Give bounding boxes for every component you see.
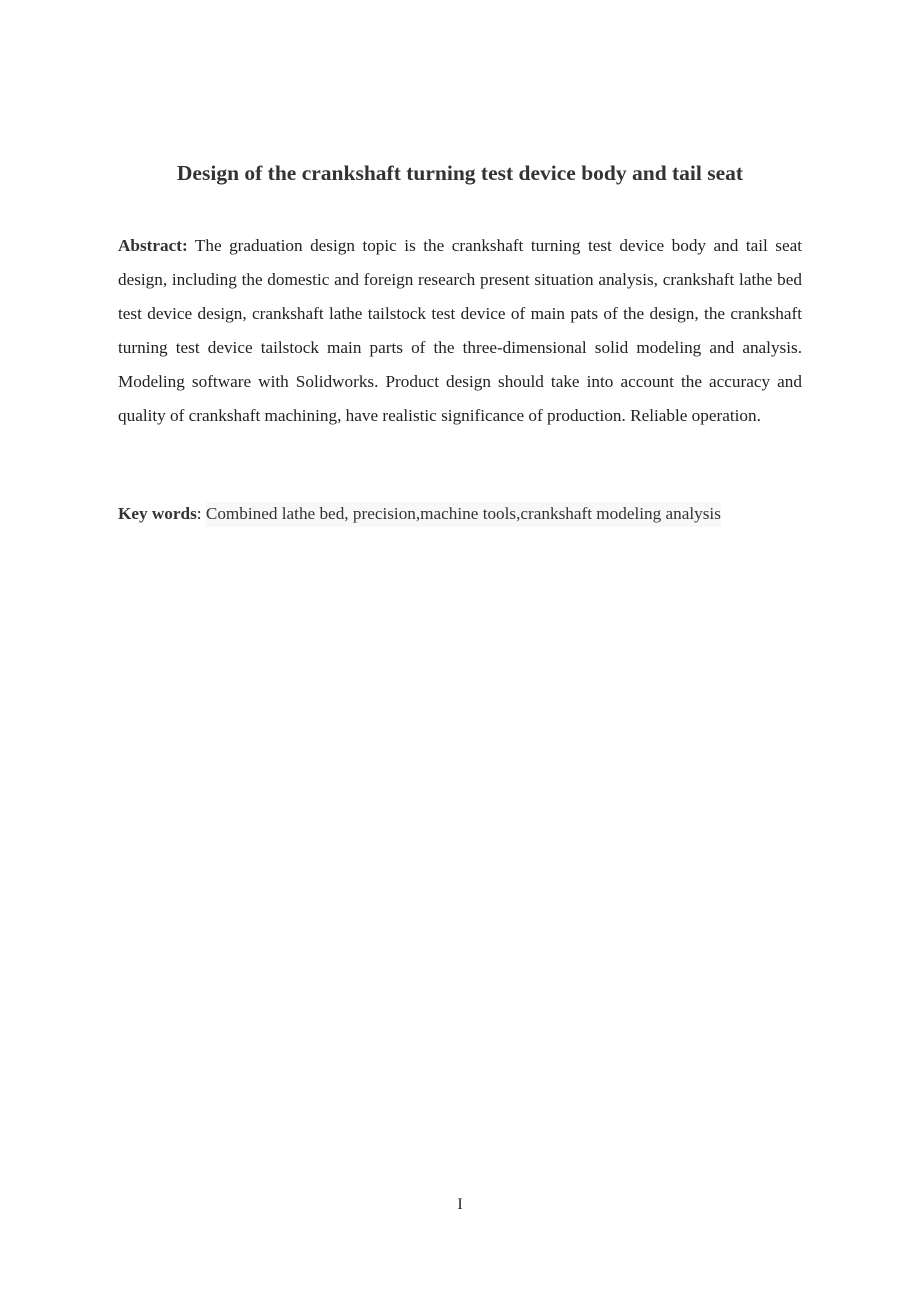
- keywords-line: [118, 497, 802, 531]
- abstract-label: Abstract:: [118, 236, 188, 255]
- keywords-separator: :: [196, 504, 202, 523]
- abstract-text: The graduation design topic is the crankshaft turning test device body and tail seat design, including the domestic and foreign research present situation analysis, crankshaft lathe bed test device design, crankshaft lathe tailstock test device of main pats of the design, the crankshaft turning test device tailstock main parts of the three-dimensional solid modeling and analysis. Modeling software with Solidworks. Product design should take into account the accuracy and quality of crankshaft machining, have realistic significance of production. Reliable operation.: [118, 236, 802, 425]
- paper-title: Design of the crankshaft turning test device body and tail seat: [176, 161, 744, 185]
- abstract-paragraph: [118, 229, 802, 433]
- page-number: I: [457, 1196, 463, 1213]
- keywords-label: Key words: [118, 504, 197, 523]
- keywords-text: Combined lathe bed, precision,machine tools,crankshaft modeling analysis: [206, 502, 721, 527]
